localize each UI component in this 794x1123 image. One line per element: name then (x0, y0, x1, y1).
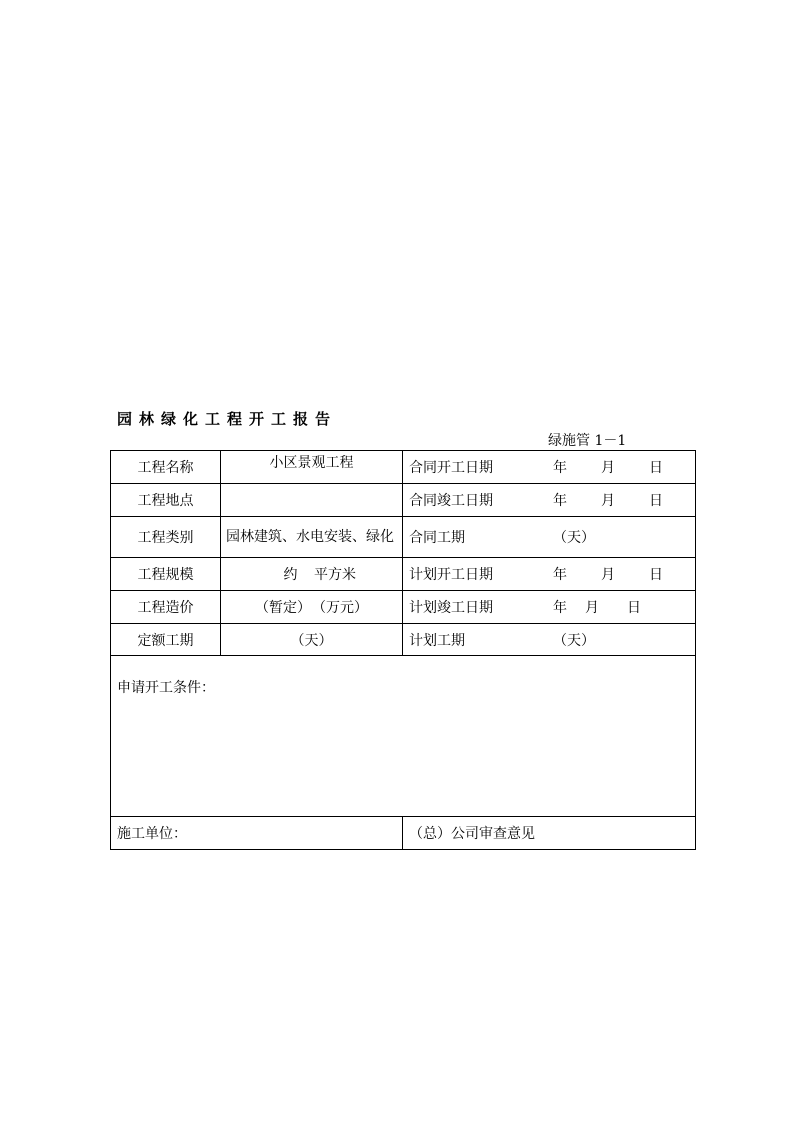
quota-duration-value[interactable]: （天） (221, 624, 403, 656)
contract-completion-date-value[interactable] (553, 490, 663, 510)
contract-duration-label: 合同工期 (409, 530, 465, 546)
planned-duration-label: 计划工期 (409, 632, 465, 649)
day-label: 日 (649, 493, 663, 509)
start-report-form (110, 450, 696, 850)
year-label: 年 (553, 567, 567, 583)
project-cost-label: 工程造价 (111, 591, 221, 624)
month-label: 月 (601, 460, 615, 476)
construction-unit-cell[interactable] (111, 817, 403, 850)
planned-start-date-cell (403, 558, 696, 591)
report-title: 园林绿化工程开工报告 (117, 410, 338, 428)
project-name-value[interactable]: 小区景观工程 (221, 451, 403, 484)
planned-start-date-value[interactable] (553, 564, 663, 584)
project-category-label: 工程类别 (111, 517, 221, 558)
contract-completion-date-cell (403, 484, 696, 517)
row-project-cost (111, 591, 696, 624)
contract-completion-date-label: 合同竣工日期 (409, 493, 493, 509)
start-conditions-cell[interactable] (111, 656, 696, 817)
contract-duration-value[interactable]: （天） (553, 530, 595, 546)
day-label: 日 (649, 567, 663, 583)
contract-start-date-cell (403, 451, 696, 484)
form-code: 绿施管 1－1 (548, 433, 627, 449)
planned-completion-date-cell (403, 591, 696, 624)
construction-unit-label: 施工单位： (117, 826, 187, 842)
ten-thousand-yuan-label: （万元） (319, 600, 368, 616)
row-project-location (111, 484, 696, 517)
project-category-value[interactable]: 园林建筑、水电安装、绿化 (221, 517, 403, 558)
project-location-value[interactable] (221, 484, 403, 517)
project-scale-label: 工程规模 (111, 558, 221, 591)
planned-start-date-label: 计划开工日期 (409, 567, 493, 583)
quota-duration-label: 定额工期 (111, 624, 221, 656)
contract-start-date-value[interactable] (553, 457, 663, 477)
row-footer (111, 817, 696, 850)
contract-duration-cell (403, 517, 696, 558)
planned-duration-cell (403, 624, 696, 656)
day-label: 日 (627, 600, 641, 616)
contract-start-date-label: 合同开工日期 (409, 460, 493, 476)
project-scale-value[interactable] (221, 558, 403, 591)
square-meter-label: 平方米 (314, 567, 356, 583)
project-name-label: 工程名称 (111, 451, 221, 484)
month-label: 月 (585, 600, 599, 616)
month-label: 月 (601, 493, 615, 509)
company-review-cell[interactable] (403, 817, 696, 850)
month-label: 月 (601, 567, 615, 583)
row-project-scale (111, 558, 696, 591)
planned-completion-date-label: 计划竣工日期 (409, 600, 493, 616)
project-cost-value[interactable] (221, 591, 403, 624)
project-location-label: 工程地点 (111, 484, 221, 517)
start-conditions-label: 申请开工条件： (117, 680, 215, 696)
tentative-label: （暂定） (255, 600, 311, 616)
row-project-name (111, 451, 696, 484)
year-label: 年 (553, 600, 567, 616)
approx-label: 约 (283, 567, 298, 583)
day-label: 日 (649, 460, 663, 476)
planned-duration-value[interactable]: （天） (553, 632, 595, 649)
year-label: 年 (553, 493, 567, 509)
company-review-label: （总）公司审查意见 (409, 826, 535, 842)
row-quota-duration (111, 624, 696, 656)
row-start-conditions (111, 656, 696, 817)
year-label: 年 (553, 460, 567, 476)
row-project-category (111, 517, 696, 558)
planned-completion-date-value[interactable] (553, 597, 641, 617)
